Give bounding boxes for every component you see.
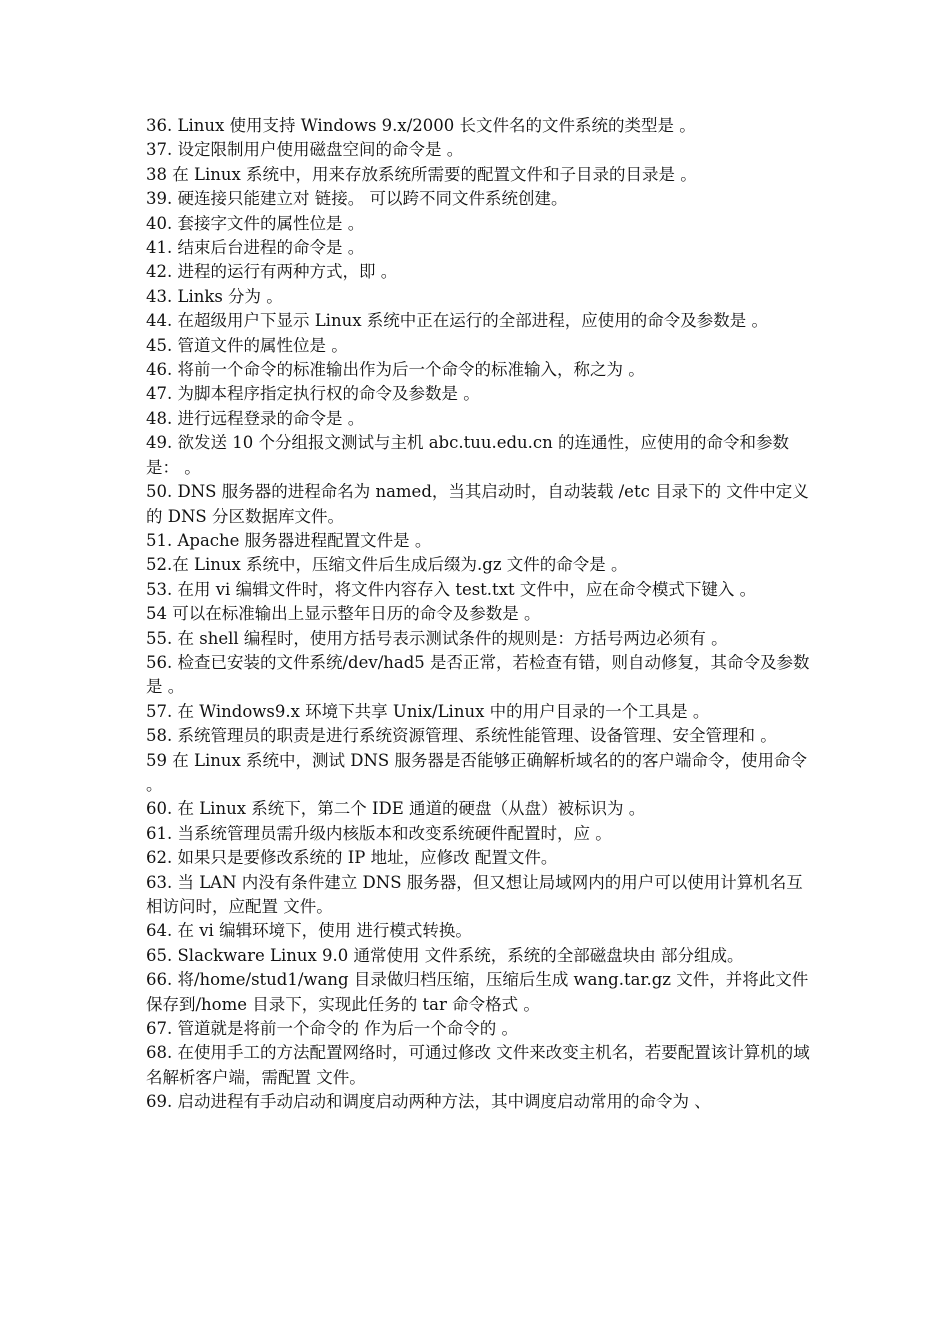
- question-43: 43. Links 分为 。: [146, 286, 283, 306]
- question-42: 42. 进程的运行有两种方式，即 。: [146, 262, 398, 282]
- question-67: 67. 管道就是将前一个命令的 作为后一个命令的 。: [146, 1019, 518, 1039]
- question-44: 44. 在超级用户下显示 Linux 系统中正在运行的全部进程，应使用的命令及参数是 。: [146, 311, 769, 331]
- question-53: 53. 在用 vi 编辑文件时，将文件内容存入 test.txt 文件中，应在命令模式下键入 。: [146, 579, 757, 599]
- question-41: 41. 结束后台进程的命令是 。: [146, 238, 365, 258]
- question-38: 38 在 Linux 系统中，用来存放系统所需要的配置文件和子目录的目录是 。: [146, 164, 697, 184]
- question-64: 64. 在 vi 编辑环境下，使用 进行模式转换。: [146, 921, 472, 941]
- question-45: 45. 管道文件的属性位是 。: [146, 335, 348, 355]
- question-58: 58. 系统管理员的职责是进行系统资源管理、系统性能管理、设备管理、安全管理和 。: [146, 726, 777, 746]
- question-61: 61. 当系统管理员需升级内核版本和改变系统硬件配置时，应 。: [146, 823, 612, 843]
- question-59: 59 在 Linux 系统中，测试 DNS 服务器是否能够正确解析域名的的客户端命令，使用命令 。: [146, 750, 807, 794]
- question-list: [146, 114, 810, 1115]
- question-68: 68. 在使用手工的方法配置网络时，可通过修改 文件来改变主机名，若要配置该计算机的域名解析客户端，需配置 文件。: [146, 1043, 810, 1087]
- question-39: 39. 硬连接只能建立对 链接。 可以跨不同文件系统创建。: [146, 189, 568, 209]
- question-63: 63. 当 LAN 内没有条件建立 DNS 服务器，但又想让局域网内的用户可以使用计算机名互相访问时，应配置 文件。: [146, 872, 803, 916]
- question-57: 57. 在 Windows9.x 环境下共享 Unix/Linux 中的用户目录的一个工具是 。: [146, 701, 710, 721]
- question-52: 52.在 Linux 系统中，压缩文件后生成后缀为.gz 文件的命令是 。: [146, 555, 628, 575]
- question-65: 65. Slackware Linux 9.0 通常使用 文件系统，系统的全部磁盘块由 部分组成。: [146, 945, 744, 965]
- question-48: 48. 进行远程登录的命令是 。: [146, 408, 365, 428]
- question-51: 51. Apache 服务器进程配置文件是 。: [146, 530, 432, 550]
- question-56: 56. 检查已安装的文件系统/dev/had5 是否正常，若检查有错，则自动修复，其命令及参数是 。: [146, 652, 810, 697]
- question-47: 47. 为脚本程序指定执行权的命令及参数是 。: [146, 384, 480, 404]
- question-49: 49. 欲发送 10 个分组报文测试与主机 abc.tuu.edu.cn 的连通性，应使用的命令和参数是： 。: [146, 433, 790, 477]
- question-69: 69. 启动进程有手动启动和调度启动两种方法，其中调度启动常用的命令为 、: [146, 1092, 711, 1112]
- question-54: 54 可以在标准输出上显示整年日历的命令及参数是 。: [146, 604, 541, 624]
- question-40: 40. 套接字文件的属性位是 。: [146, 213, 365, 233]
- question-66: 66. 将/home/stud1/wang 目录做归档压缩，压缩后生成 wang.tar.gz 文件，并将此文件保存到/home 目录下，实现此任务的 tar 命令格式 。: [146, 970, 809, 1014]
- question-62: 62. 如果只是要修改系统的 IP 地址，应修改 配置文件。: [146, 848, 558, 868]
- question-50: 50. DNS 服务器的进程命名为 named，当其启动时，自动装载 /etc 目录下的 文件中定义的 DNS 分区数据库文件。: [146, 482, 809, 526]
- question-37: 37. 设定限制用户使用磁盘空间的命令是 。: [146, 140, 464, 160]
- question-55: 55. 在 shell 编程时，使用方括号表示测试条件的规则是：方括号两边必须有 。: [146, 628, 728, 648]
- question-60: 60. 在 Linux 系统下，第二个 IDE 通道的硬盘（从盘）被标识为 。: [146, 799, 646, 819]
- question-46: 46. 将前一个命令的标准输出作为后一个命令的标准输入，称之为 。: [146, 360, 645, 380]
- question-36: 36. Linux 使用支持 Windows 9.x/2000 长文件名的文件系统的类型是 。: [146, 116, 696, 135]
